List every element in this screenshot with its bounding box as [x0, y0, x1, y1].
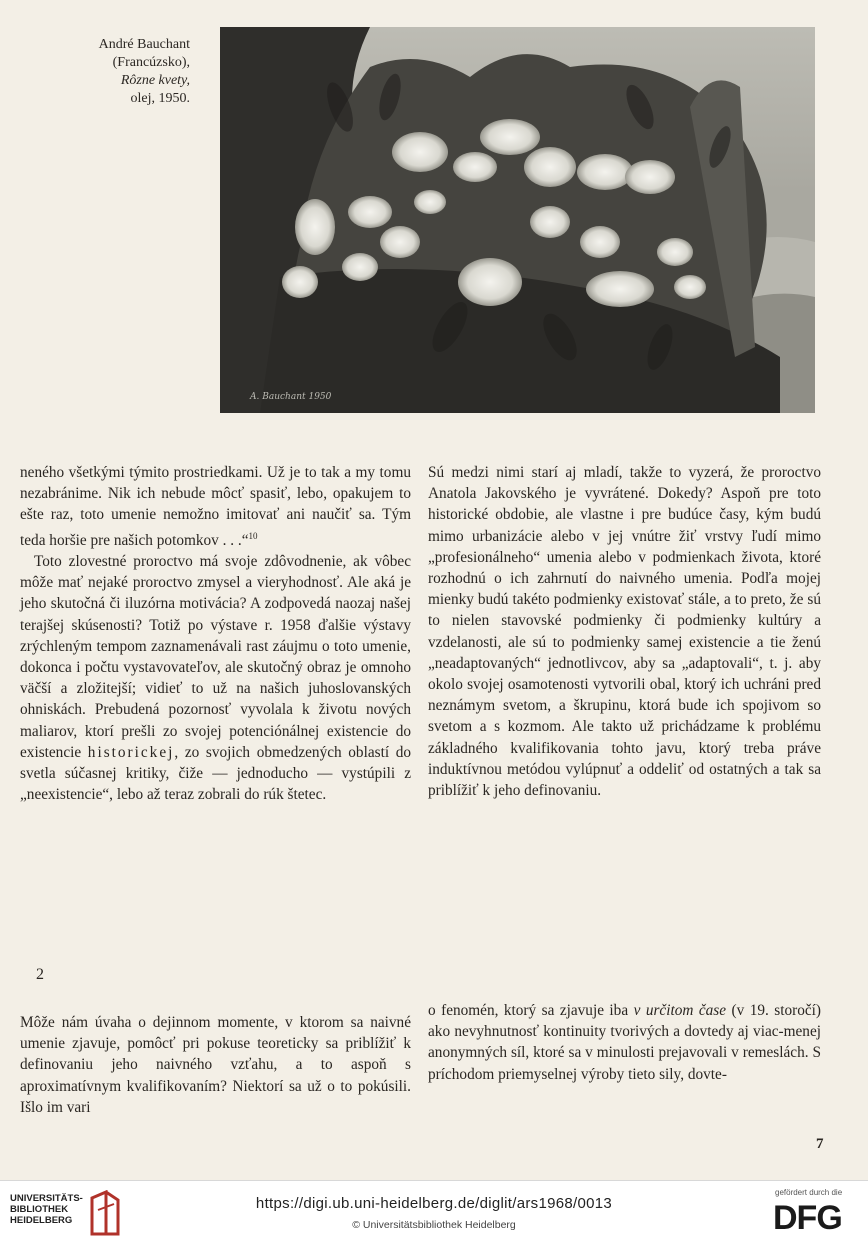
caption-artist: André Bauchant — [98, 37, 190, 52]
caption-title: Rôzne kvety, — [120, 73, 190, 88]
paragraph: o fenomén, ktorý sa zjavuje iba v určitom čase (v 19. storočí) ako nevyhnutnosť kontinuity tvorivých a dovtedy aj viac-menej anonymných síl, ktoré sa v minulosti prejavovali v remeslách. S príchodom priemyselnej výroby tieto sily, dovte- — [428, 1002, 821, 1083]
text-column-2 — [428, 462, 821, 801]
document-url-link[interactable]: https://digi.ub.uni-heidelberg.de/diglit/ars1968/0013 — [255, 1195, 613, 1212]
flower-painting — [220, 27, 815, 413]
paragraph: neného všetkými týmito prostriedkami. Už je to tak a my tomu nezabránime. Nik ich nebude môcť spasiť, lebo, opakujem to ešte raz, toto umenie nemožno imitovať ani naučiť sa. Tým teda horšie pre našich potomkov . . .“$^{10}$ — [20, 464, 411, 549]
caption-medium-year: olej, 1950. — [130, 91, 190, 106]
italic-emphasis: v určitom čase — [633, 1002, 727, 1019]
paragraph: Sú medzi nimi starí aj mladí, takže to vyzerá, že proroctvo Anatola Jakovského je vyvrátené. Dokedy? Aspoň pre toto historické obdobie, ale vlastne i pre budúce časy, kým budú mimo urbanizácie alebo v jej vnútre žiť vrstvy ľudí mimo „profesionálneho“ umenia alebo v podmienkach života, ktoré rozhodnú o ich zahrnutí do naivného umenia. Podľa mojej mienky budú takéto podmienky existovať stále, a to preto, že sú to nielen stavovské podmienky či podmienky kultúry a vzdelanosti, ale sú to podmienky samej existencie a tie ženú „neadaptovaných“ jednotlivcov, aby sa „adaptovali“, t. j. aby okolo svojej osamotenosti vytvorili obal, ktorý ich uchráni pred neznámym svetom, a škrupinu, ktorá bude ich spojivom so svetom a s kozmom. Ale takto už prichádzame k problému základného kvalifikovania tohto javu, ktorý treba práve induktívnou metódou vylúpnuť a oddeliť od ostatných a tak sa priblížiť k jeho definovaniu. — [428, 464, 821, 800]
page-number: 7 — [816, 1136, 824, 1152]
viewer-footer — [0, 1180, 868, 1245]
footnote-ref: 10 — [248, 530, 258, 541]
figure-caption — [40, 36, 190, 108]
text-column-4 — [428, 1000, 821, 1085]
text-column-1 — [20, 462, 411, 805]
paragraph: Toto zlovestné proroctvo má svoje zdôvodnenie, ak vôbec môže mať nejaké proroctvo zmysel a vieryhodnosť. Ale aká je jeho skutočná či iluzórna motivácia? A zodpovedá naozaj našej terajšej skúsenosti? Totiž po výstave r. 1958 ďalšie výstavy zrýchleným tempom zaznamenávali rast záujmu o toto umenie, dokonca i počtu vystavovateľov, ale skutočný obraz je omnoho väčší a zložitejší; vidieť to už na našich juhoslovanských ohniskách. Prebudená pozornosť vyvolala k životu nových maliarov, ktorí prešli zo svojej potenciónálnej existencie do existencie historickej, zo svojich obmedzených oblastí do svetla súčasnej kritiky, čiže — jednoducho — vystúpili z „neexistencie“, lebo až teraz zobrali do rúk štetec. — [20, 552, 412, 804]
paragraph: Môže nám úvaha o dejinnom momente, v ktorom sa naivné umenie zjavuje, pomôcť pri pokuse teoreticky sa priblížiť k definovaniu jeho naivného vzťahu, a to aspoň s aproximatívnym kvalifikovaním? Niektorí sa už o to pokúsili. Išlo im vari — [20, 1014, 411, 1116]
painting-image — [220, 27, 815, 413]
text-column-3 — [20, 1012, 411, 1118]
funding-note: gefördert durch die — [775, 1188, 843, 1197]
section-number: 2 — [36, 966, 44, 983]
dfg-logo: DFG — [773, 1199, 842, 1237]
painting-signature: A. Bauchant 1950 — [250, 392, 332, 402]
library-name: UNIVERSITÄTS- BIBLIOTHEK HEIDELBERG — [10, 1193, 83, 1226]
caption-country: (Francúzsko), — [112, 55, 190, 70]
spaced-emphasis: historickej — [87, 743, 175, 761]
copyright-notice: © Universitätsbibliothek Heidelberg — [352, 1219, 516, 1231]
